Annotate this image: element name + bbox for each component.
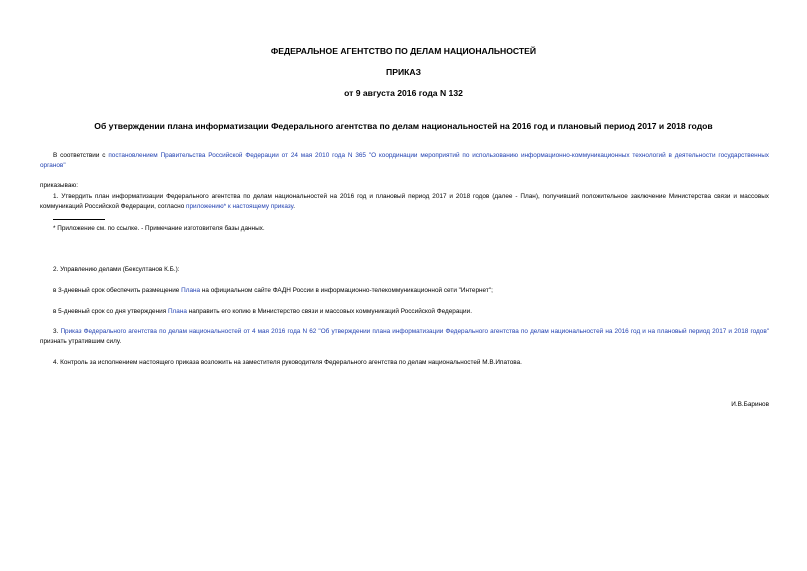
- doc-type-heading: ПРИКАЗ: [386, 67, 421, 77]
- agency-heading: ФЕДЕРАЛЬНОЕ АГЕНТСТВО ПО ДЕЛАМ НАЦИОНАЛЬНОСТЕЙ: [270, 46, 537, 56]
- footnote-divider: [53, 219, 105, 220]
- footnote: * Приложение см. по ссылке. - Примечание изготовителя базы данных.: [53, 225, 265, 232]
- item-3-prefix: 3.: [53, 328, 61, 335]
- plan-link-2[interactable]: Плана: [167, 308, 187, 315]
- item-3-suffix: признать утратившим силу.: [40, 338, 122, 345]
- item-2-paragraph: 2. Управлению делами (Бексултанов К.Б.):: [53, 266, 180, 273]
- plan-link-1[interactable]: Плана: [181, 287, 201, 294]
- item-2b-paragraph: [40, 307, 769, 317]
- item-2a-paragraph: [40, 286, 769, 296]
- item-4-paragraph: 4. Контроль за исполнением настоящего приказа возложить на заместителя руководителя Федерального агентства по делам национальностей М.В.Ипатова.: [53, 359, 522, 366]
- item-2b-prefix: в 5-дневный срок со дня утверждения: [53, 308, 168, 315]
- item-3-paragraph: [40, 327, 769, 347]
- item-2b-suffix: направить его копию в Министерство связи и массовых коммуникаций Российской Федерации.: [186, 308, 472, 315]
- intro-paragraph: [40, 151, 769, 171]
- item-1-paragraph: [40, 192, 769, 212]
- item-1-text: 1. Утвердить план информатизации Федерального агентства по делам национальностей на 2016 год и плановый период 2017 и 2018 годов (далее - План), получивший положительное заключение Министерства связи и массовых коммуникаций Российской Федерации, согласно: [40, 193, 769, 210]
- signature: И.В.Баринов: [731, 401, 769, 408]
- document-title: Об утверждении плана информатизации Федерального агентства по делам национальностей на 2016 год и плановый период 2017 и 2018 годов: [94, 121, 713, 131]
- item-2a-suffix: на официальном сайте ФАДН России в информационно-телекоммуникационной сети "Интернет";: [200, 287, 493, 294]
- appendix-link[interactable]: приложению* к настоящему приказу: [186, 203, 294, 210]
- intro-prefix: В соответствии с: [53, 152, 109, 159]
- date-number-heading: от 9 августа 2016 года N 132: [344, 88, 463, 98]
- previous-order-link[interactable]: Приказ Федерального агентства по делам национальностей от 4 мая 2016 года N 62 "Об утверждении плана информатизации Федерального агентства по делам национальностей на 2016 год и на плановый период 2017 и 2018 годов": [60, 328, 769, 335]
- item-2a-prefix: в 3-дневный срок обеспечить размещение: [53, 287, 182, 294]
- item-1-end: .: [293, 203, 295, 210]
- order-word: приказываю:: [40, 182, 78, 189]
- government-decree-link[interactable]: постановлением Правительства Российской Федерации от 24 мая 2010 года N 365 "О координации мероприятий по использованию информационно-коммуникационных технологий в деятельности государственных органов": [40, 152, 769, 169]
